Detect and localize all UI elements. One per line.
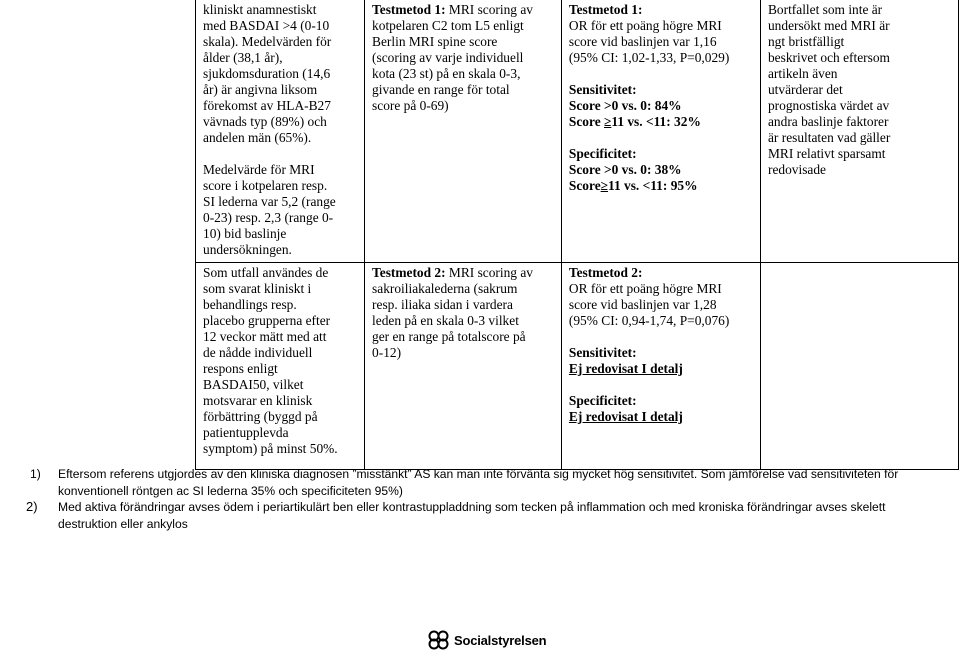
specificity-value-2: Score≥11 vs. <11: 95%	[568, 178, 698, 193]
specificity-label: Specificitet:	[568, 146, 637, 161]
socialstyrelsen-logo-icon	[428, 630, 450, 650]
table-cell-outcome	[196, 263, 365, 470]
footnote-text: Eftersom referens utgjordes av den kliniska diagnosen ”misstänkt” AS kan man inte förvänta sig mycket hög sensitivitet. Som jämförelse vad sensitiviteten för konventionell röntgen ac SI lederna 35% och specificiteten 95%)	[58, 467, 899, 498]
footnote-number: 2)	[26, 499, 38, 515]
table-cell-results-2	[561, 263, 760, 470]
population-text: kliniskt anamnestiskt med BASDAI >4 (0-10 skala). Medelvärden för ålder (38,1 år), sjukdomsduration (14,6 år) är angivna liksom förekomst av HLA-B27 vävnads typ (89%) och andelen män (65%).	[203, 2, 332, 145]
table-cell-results	[561, 0, 760, 263]
table-cell-index-test-2	[365, 263, 562, 470]
specificity-value-1: Score >0 vs. 0: 38%	[568, 162, 682, 177]
result-2-label: Testmetod 2:	[568, 265, 643, 280]
ge-symbol: ≥	[600, 178, 608, 193]
result-2-or-text: OR för ett poäng högre MRI score vid baslinjen var 1,28 (95% CI: 0,94-1,74, P=0,076)	[568, 281, 730, 328]
evidence-table	[195, 0, 959, 470]
table-row	[196, 263, 959, 470]
specificity-label-2: Specificitet:	[568, 393, 637, 408]
specificity-value-2-not-reported: Ej redovisat I detalj	[568, 409, 683, 424]
mri-baseline-text: Medelvärde för MRI score i kotpelaren resp. SI lederna var 5,2 (range 0-23) resp. 2,3 (range 0- 10) bid baslinje undersökningen.	[203, 162, 336, 257]
footnote-number: 1)	[30, 467, 41, 481]
sensitivity-value-2-not-reported: Ej redovisat I detalj	[568, 361, 683, 376]
table-cell-index-test	[365, 0, 562, 263]
footnotes	[22, 466, 942, 532]
table-cell-population	[196, 0, 365, 263]
table-row	[196, 0, 959, 263]
socialstyrelsen-logo	[428, 630, 546, 650]
sensitivity-label: Sensitivitet:	[568, 82, 637, 97]
comment-text: Bortfallet som inte är undersökt med MRI är ngt bristfälligt beskrivet och eftersom artikeln även utvärderar det prognostiska värdet av andra baslinje faktorer är resultaten vad gäller MRI relativt sparsamt redovisade	[767, 2, 891, 177]
test-method-2-label: Testmetod 2:	[372, 265, 446, 280]
ge-symbol: ≥	[604, 114, 612, 129]
outcome-text: Som utfall användes de som svarat kliniskt i behandlings resp. placebo grupperna efter 12 veckor mätt med att de nådde individuell respons enligt BASDAI50, vilket motsvarar en klinisk förbättring (byggd på patientupplevda symptom) på minst 50%.	[203, 265, 338, 456]
footnote-2	[22, 499, 942, 532]
table-cell-comments	[760, 0, 958, 263]
table-cell-comments-2	[760, 263, 958, 470]
sensitivity-label-2: Sensitivitet:	[568, 345, 637, 360]
result-1-label: Testmetod 1:	[568, 2, 643, 17]
logo-text: Socialstyrelsen	[454, 632, 547, 648]
footnote-text: Med aktiva förändringar avses ödem i periartikulärt ben eller kontrastuppladdning som tecken på inflammation och med kroniska förändringar avses skelett destruktion eller ankylos	[58, 500, 886, 531]
sensitivity-value-1: Score >0 vs. 0: 84%	[568, 98, 682, 113]
footnote-1	[22, 466, 942, 499]
test-method-1-label: Testmetod 1:	[372, 2, 446, 17]
test-method-1-description: MRI scoring av kotpelaren C2 tom L5 enligt Berlin MRI spine score (scoring av varje individuell kota (23 st) på en skala 0-3, givande en range för total score på 0-69)	[372, 2, 533, 113]
sensitivity-value-2: Score ≥11 vs. <11: 32%	[568, 114, 701, 129]
result-1-or-text: OR för ett poäng högre MRI score vid baslinjen var 1,16 (95% CI: 1,02-1,33, P=0,029)	[568, 18, 730, 65]
test-method-2-description: MRI scoring av sakroiliakalederna (sakrum resp. iliaka sidan i vardera leden på en skala 0-3 vilket ger en range på totalscore på 0-12)	[372, 265, 533, 360]
